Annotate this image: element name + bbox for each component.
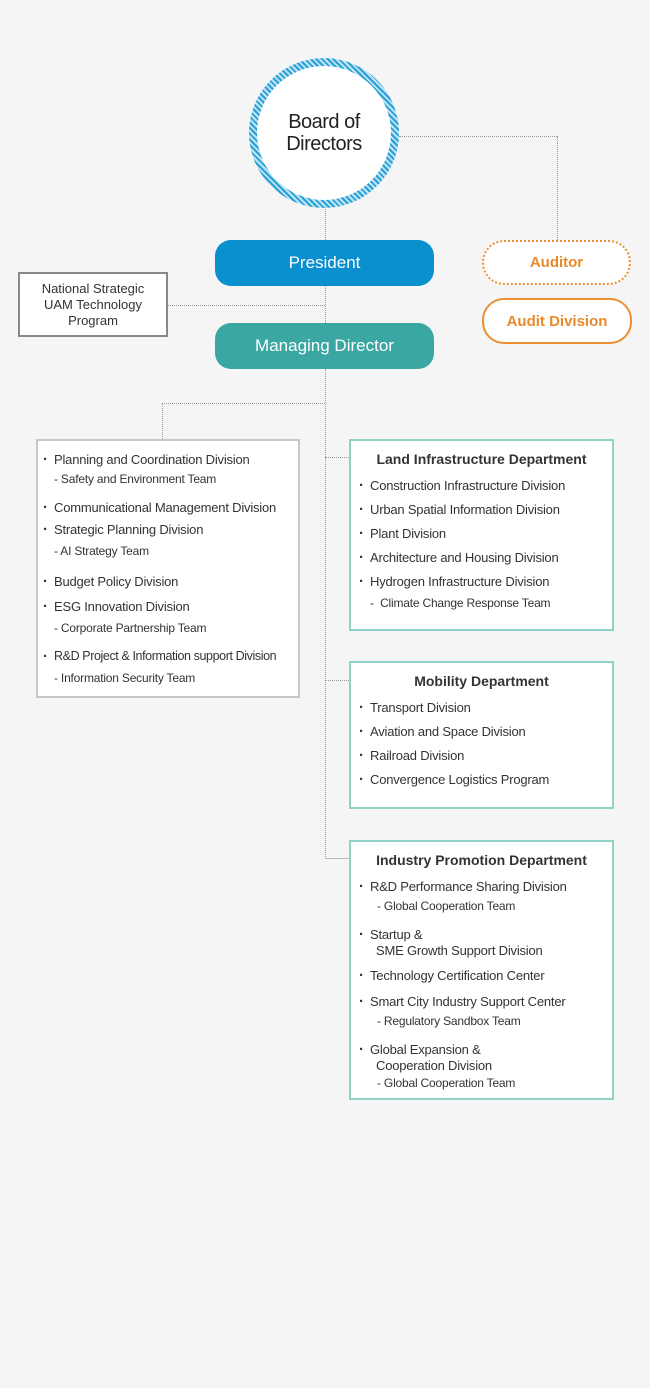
division-item: · Transport Division (370, 700, 471, 715)
division-item: · Smart City Industry Support Center (370, 994, 566, 1009)
division-item: · Budget Policy Division (54, 574, 178, 589)
division-item-continued: Cooperation Division (376, 1058, 492, 1073)
connector-uam (168, 305, 325, 306)
division-item: · Communicational Management Division (54, 500, 276, 515)
managing-director-node: Managing Director (215, 323, 434, 369)
division-item: · Strategic Planning Division (54, 522, 203, 537)
industry-promotion-department (349, 840, 614, 1100)
division-item: · Planning and Coordination Division (54, 452, 250, 467)
division-item: · Convergence Logistics Program (370, 772, 549, 787)
connector-left-drop (162, 403, 163, 439)
team-item: - Climate Change Response Team (370, 596, 551, 610)
connector-land (325, 457, 349, 458)
division-item: · Aviation and Space Division (370, 724, 526, 739)
audit-division-node: Audit Division (482, 298, 632, 344)
division-item: · Plant Division (370, 526, 446, 541)
team-item: - Global Cooperation Team (377, 1076, 516, 1090)
mobility-department (349, 661, 614, 809)
division-item: · Global Expansion & (370, 1042, 481, 1057)
division-item: · Architecture and Housing Division (370, 550, 559, 565)
team-item: - Regulatory Sandbox Team (377, 1014, 521, 1028)
division-item: · Urban Spatial Information Division (370, 502, 560, 517)
connector-board-president (325, 207, 326, 240)
division-item: · ESG Innovation Division (54, 599, 190, 614)
division-item: · Construction Infrastructure Division (370, 478, 565, 493)
connector-president-managing (325, 286, 326, 323)
team-item: - Corporate Partnership Team (54, 621, 207, 635)
division-item: · Startup & (370, 927, 422, 942)
department-title: Industry Promotion Department (376, 852, 587, 868)
team-item: - AI Strategy Team (54, 544, 149, 558)
connector-mobility (325, 680, 349, 681)
department-title: Land Infrastructure Department (376, 451, 587, 467)
connector-managing-spine (325, 369, 326, 859)
division-item: · Technology Certification Center (370, 968, 544, 983)
team-item: - Information Security Team (54, 671, 196, 685)
division-item: · R&D Project & Information support Division (54, 649, 276, 663)
division-item: · Railroad Division (370, 748, 464, 763)
auditor-node: Auditor (482, 240, 631, 285)
team-item: - Safety and Environment Team (54, 472, 217, 486)
team-item: - Global Cooperation Team (377, 899, 516, 913)
connector-industry (325, 858, 349, 859)
land-infrastructure-department (349, 439, 614, 631)
division-item: · Hydrogen Infrastructure Division (370, 574, 549, 589)
president-node: President (215, 240, 434, 286)
connector-board-auditor-v (557, 136, 558, 240)
connector-board-auditor-h (399, 136, 557, 137)
department-title: Mobility Department (414, 673, 549, 689)
board-of-directors-node (249, 58, 399, 208)
division-item-continued: SME Growth Support Division (376, 943, 543, 958)
connector-left-branch (162, 403, 325, 404)
board-of-directors-label: Board of Directors (257, 66, 391, 200)
division-item: · R&D Performance Sharing Division (370, 879, 567, 894)
uam-program-node: National Strategic UAM Technology Program (18, 272, 168, 337)
managing-divisions-box (36, 439, 300, 698)
